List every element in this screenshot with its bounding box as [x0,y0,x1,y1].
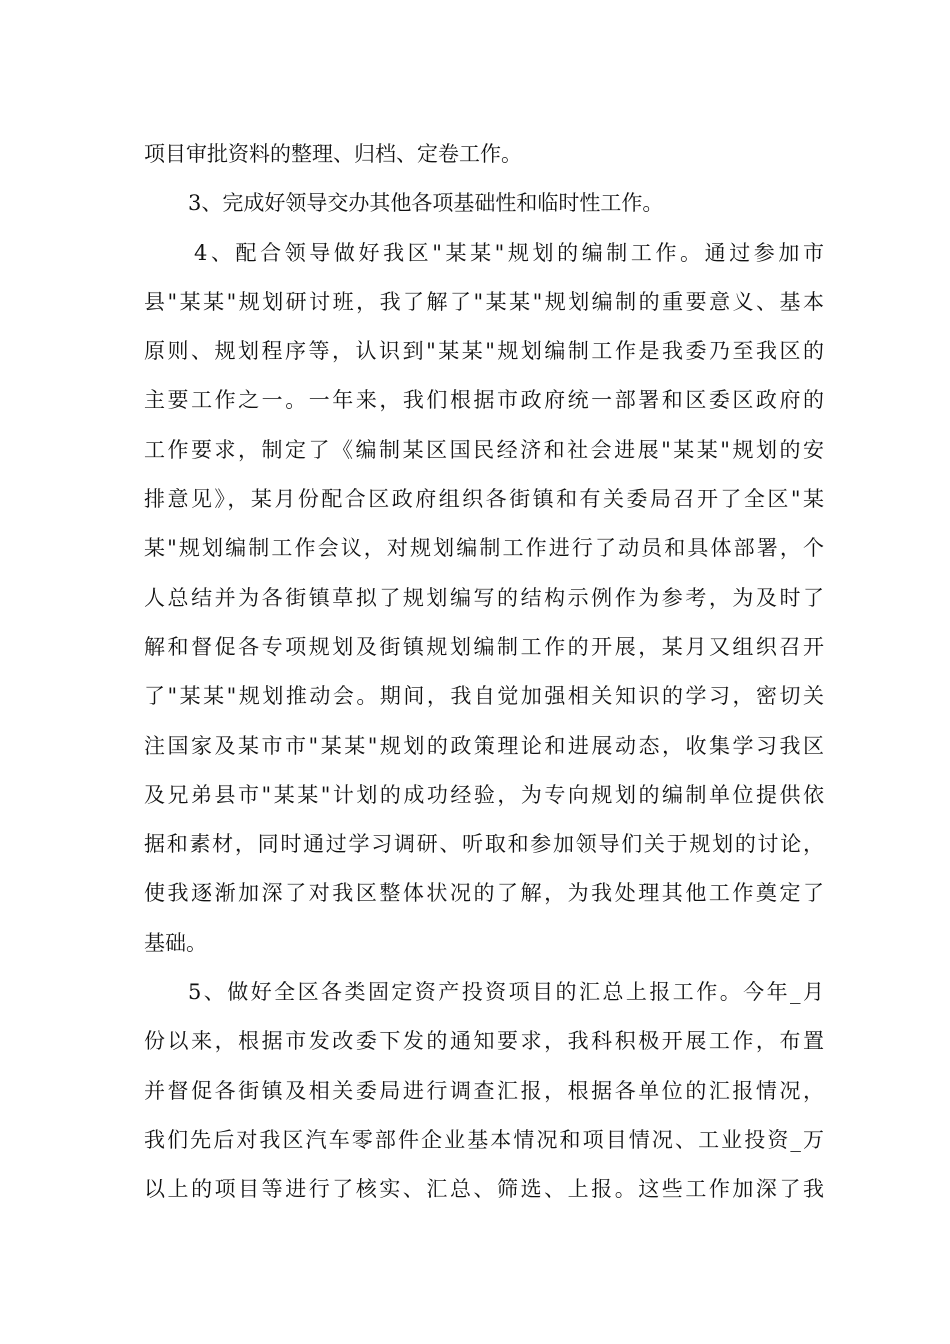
text-line: 我们先后对我区汽车零部件企业基本情况和项目情况、工业投资_万 [144,1127,824,1152]
text-line: 了"某某"规划推动会。期间，我自觉加强相关知识的学习，密切关 [144,684,824,709]
text-line: 5、做好全区各类固定资产投资项目的汇总上报工作。今年_月 [188,980,824,1005]
text-line: 基础。 [144,930,207,955]
document-body [144,130,824,1215]
text-line: 据和素材，同时通过学习调研、听取和参加领导们关于规划的讨论， [144,832,824,857]
text-line: 项目审批资料的整理、归档、定卷工作。 [144,142,522,166]
text-line: 人总结并为各街镇草拟了规划编写的结构示例作为参考，为及时了 [144,585,824,610]
text-line: 4、配合领导做好我区"某某"规划的编制工作。通过参加市 [194,240,824,265]
text-line: 以上的项目等进行了核实、汇总、筛选、上报。这些工作加深了我 [144,1177,824,1202]
text-line: 解和督促各专项规划及街镇规划编制工作的开展，某月又组织召开 [144,634,824,659]
text-line: 份以来，根据市发改委下发的通知要求，我科积极开展工作，布置 [144,1029,824,1054]
text-line: 使我逐渐加深了对我区整体状况的了解，为我处理其他工作奠定了 [144,881,824,906]
text-line: 主要工作之一。一年来，我们根据市政府统一部署和区委区政府的 [144,388,824,413]
text-line: 工作要求，制定了《编制某区国民经济和社会进展"某某"规划的安 [144,437,824,462]
text-line: 县"某某"规划研讨班，我了解了"某某"规划编制的重要意义、基本 [144,289,824,314]
text-line: 及兄弟县市"某某"计划的成功经验，为专向规划的编制单位提供依 [144,782,824,807]
text-line: 注国家及某市市"某某"规划的政策理论和进展动态，收集学习我区 [144,733,824,758]
text-line: 原则、规划程序等，认识到"某某"规划编制工作是我委乃至我区的 [144,339,824,364]
text-line: 排意见》，某月份配合区政府组织各街镇和有关委局召开了全区"某 [144,487,824,512]
text-line: 3、完成好领导交办其他各项基础性和临时性工作。 [188,191,664,216]
text-line: 并督促各街镇及相关委局进行调查汇报，根据各单位的汇报情况， [144,1078,824,1103]
text-line: 某"规划编制工作会议，对规划编制工作进行了动员和具体部署，个 [144,536,824,561]
